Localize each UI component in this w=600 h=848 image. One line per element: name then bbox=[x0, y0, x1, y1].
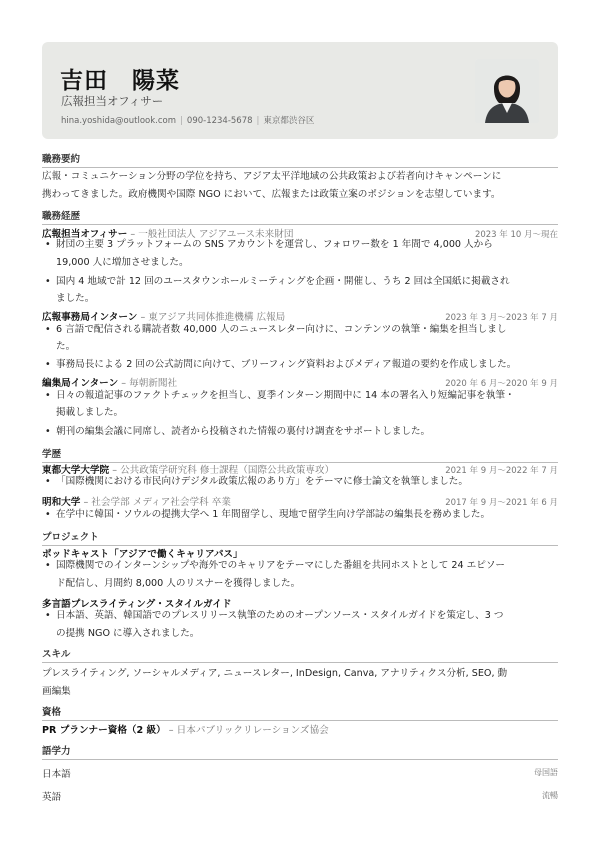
job-bullet-cont: ました。 bbox=[56, 293, 95, 304]
candidate-role: 広報担当オフィサー bbox=[61, 94, 164, 108]
language-name: 日本語 bbox=[42, 769, 71, 780]
language-level: 母国語 bbox=[534, 768, 558, 777]
certifications-heading: 資格 bbox=[42, 704, 558, 721]
certification-org: – 日本パブリックリレーションズ協会 bbox=[168, 725, 329, 736]
job-org: – 一般社団法人 アジアユース未来財団 bbox=[130, 229, 294, 240]
school-date: 2017 年 9 月〜2021 年 6 月 bbox=[445, 498, 558, 508]
language-row bbox=[42, 789, 558, 803]
project-bullet: • 日本語、英語、韓国語でのプレスリリース執筆のためのオープンソース・スタイルガイドを策定し、3 つ bbox=[42, 607, 558, 625]
job-title: 広報担当オフィサー bbox=[42, 229, 128, 240]
languages-heading: 語学力 bbox=[42, 743, 558, 760]
school-bullet: • 「国際機関における市民向けデジタル政策広報のあり方」をテーマに修士論文を執筆しました。 bbox=[42, 473, 558, 491]
skills-heading: スキル bbox=[42, 646, 558, 663]
job-org: – 毎朝新聞社 bbox=[121, 378, 178, 389]
experience-heading: 職務経歴 bbox=[42, 208, 558, 225]
school-bullet: • 在学中に韓国・ソウルの提携大学へ 1 年間留学し、現地で留学生向け学部誌の編集長を務めました。 bbox=[42, 506, 558, 524]
job-bullet: • 事務局長による 2 回の公式訪問に向けて、ブリーフィング資料およびメディア報道の要約を作成しました。 bbox=[42, 356, 558, 374]
project-title: ポッドキャスト「アジアで働くキャリアパス」 bbox=[42, 549, 243, 560]
contact-divider: | bbox=[180, 116, 183, 126]
certification-row bbox=[42, 724, 558, 738]
job-date: 2020 年 6 月〜2020 年 9 月 bbox=[445, 379, 558, 389]
projects-heading: プロジェクト bbox=[42, 529, 558, 546]
job-date: 2023 年 3 月〜2023 年 7 月 bbox=[445, 313, 558, 323]
job-bullet-cont: 19,000 人に増加させました。 bbox=[56, 257, 189, 268]
language-level: 流暢 bbox=[542, 791, 558, 800]
job-bullet: • 国内 4 地域で計 12 回のユースタウンホールミーティングを企画・開催し、うち 2 回は全国紙に掲載され bbox=[42, 273, 558, 291]
language-name: 英語 bbox=[42, 792, 62, 803]
candidate-name: 吉田 陽菜 bbox=[60, 68, 180, 94]
location-text: 東京都渋谷区 bbox=[263, 116, 315, 126]
language-row bbox=[42, 766, 558, 780]
job-bullet-cont: 掲載しました。 bbox=[56, 407, 124, 418]
education-heading: 学歴 bbox=[42, 446, 558, 463]
job-title: 編集局インターン bbox=[42, 378, 119, 389]
summary-line-2: 携わってきました。政府機関や国際 NGO において、広報または政策立案のポジションを志望しています。 bbox=[42, 189, 501, 200]
job-bullet: • 朝刊の編集会議に同席し、読者から投稿された情報の裏付け調査をサポートしました。 bbox=[42, 423, 558, 441]
project-bullet-cont: ド配信し、月間約 8,000 人のリスナーを獲得しました。 bbox=[56, 578, 301, 589]
school-date: 2021 年 9 月〜2022 年 7 月 bbox=[445, 466, 558, 476]
job-bullet: • 財団の主要 3 プラットフォームの SNS アカウントを運営し、フォロワー数を 1 年間で 4,000 人から bbox=[42, 236, 558, 254]
project-bullet: • 国際機関でのインターンシップや海外でのキャリアをテーマにした番組を共同ホストとして 24 エピソー bbox=[42, 557, 558, 575]
school-name: 明和大学 bbox=[42, 497, 81, 508]
resume-header bbox=[42, 42, 558, 139]
school-name: 東都大学大学院 bbox=[42, 465, 110, 476]
contact-divider: | bbox=[256, 116, 260, 126]
project-title: 多言語プレスライティング・スタイルガイド bbox=[42, 599, 232, 610]
job-date: 2023 年 10 月〜現在 bbox=[474, 230, 558, 240]
profile-photo bbox=[475, 59, 539, 123]
skills-line-1: プレスライティング, ソーシャルメディア, ニュースレター, InDesign, Canva, アナリティクス分析, SEO, 動 bbox=[42, 668, 508, 679]
school-program: – 公共政策学研究科 修士課程（国際公共政策専攻） bbox=[112, 465, 335, 476]
summary-line-1: 広報・コミュニケーション分野の学位を持ち、アジア太平洋地域の公共政策および若者向けキャンペーンに bbox=[42, 171, 502, 182]
job-bullet: • 日々の報道記事のファクトチェックを担当し、夏季インターン期間中に 14 本の署名入り短編記事を執筆・ bbox=[42, 387, 558, 405]
job-org: – 東アジア共同体推進機構 広報局 bbox=[140, 312, 286, 323]
school-program: – 社会学部 メディア社会学科 卒業 bbox=[83, 497, 231, 508]
job-title: 広報事務局インターン bbox=[42, 312, 138, 323]
certification-title: PR プランナー資格（2 級） bbox=[42, 725, 166, 736]
project-bullet-cont: の提携 NGO に導入されました。 bbox=[56, 628, 200, 639]
skills-line-2: 画編集 bbox=[42, 686, 71, 697]
summary-heading: 職務要約 bbox=[42, 151, 558, 168]
job-bullet: • 6 言語で配信される購読者数 40,000 人のニュースレター向けに、コンテンツの執筆・編集を担当しまし bbox=[42, 321, 558, 339]
contact-line bbox=[61, 114, 314, 126]
job-bullet-cont: た。 bbox=[56, 341, 76, 352]
phone-text: 090-1234-5678 bbox=[186, 116, 253, 126]
email-text: hina.yoshida@outlook.com bbox=[61, 116, 177, 126]
